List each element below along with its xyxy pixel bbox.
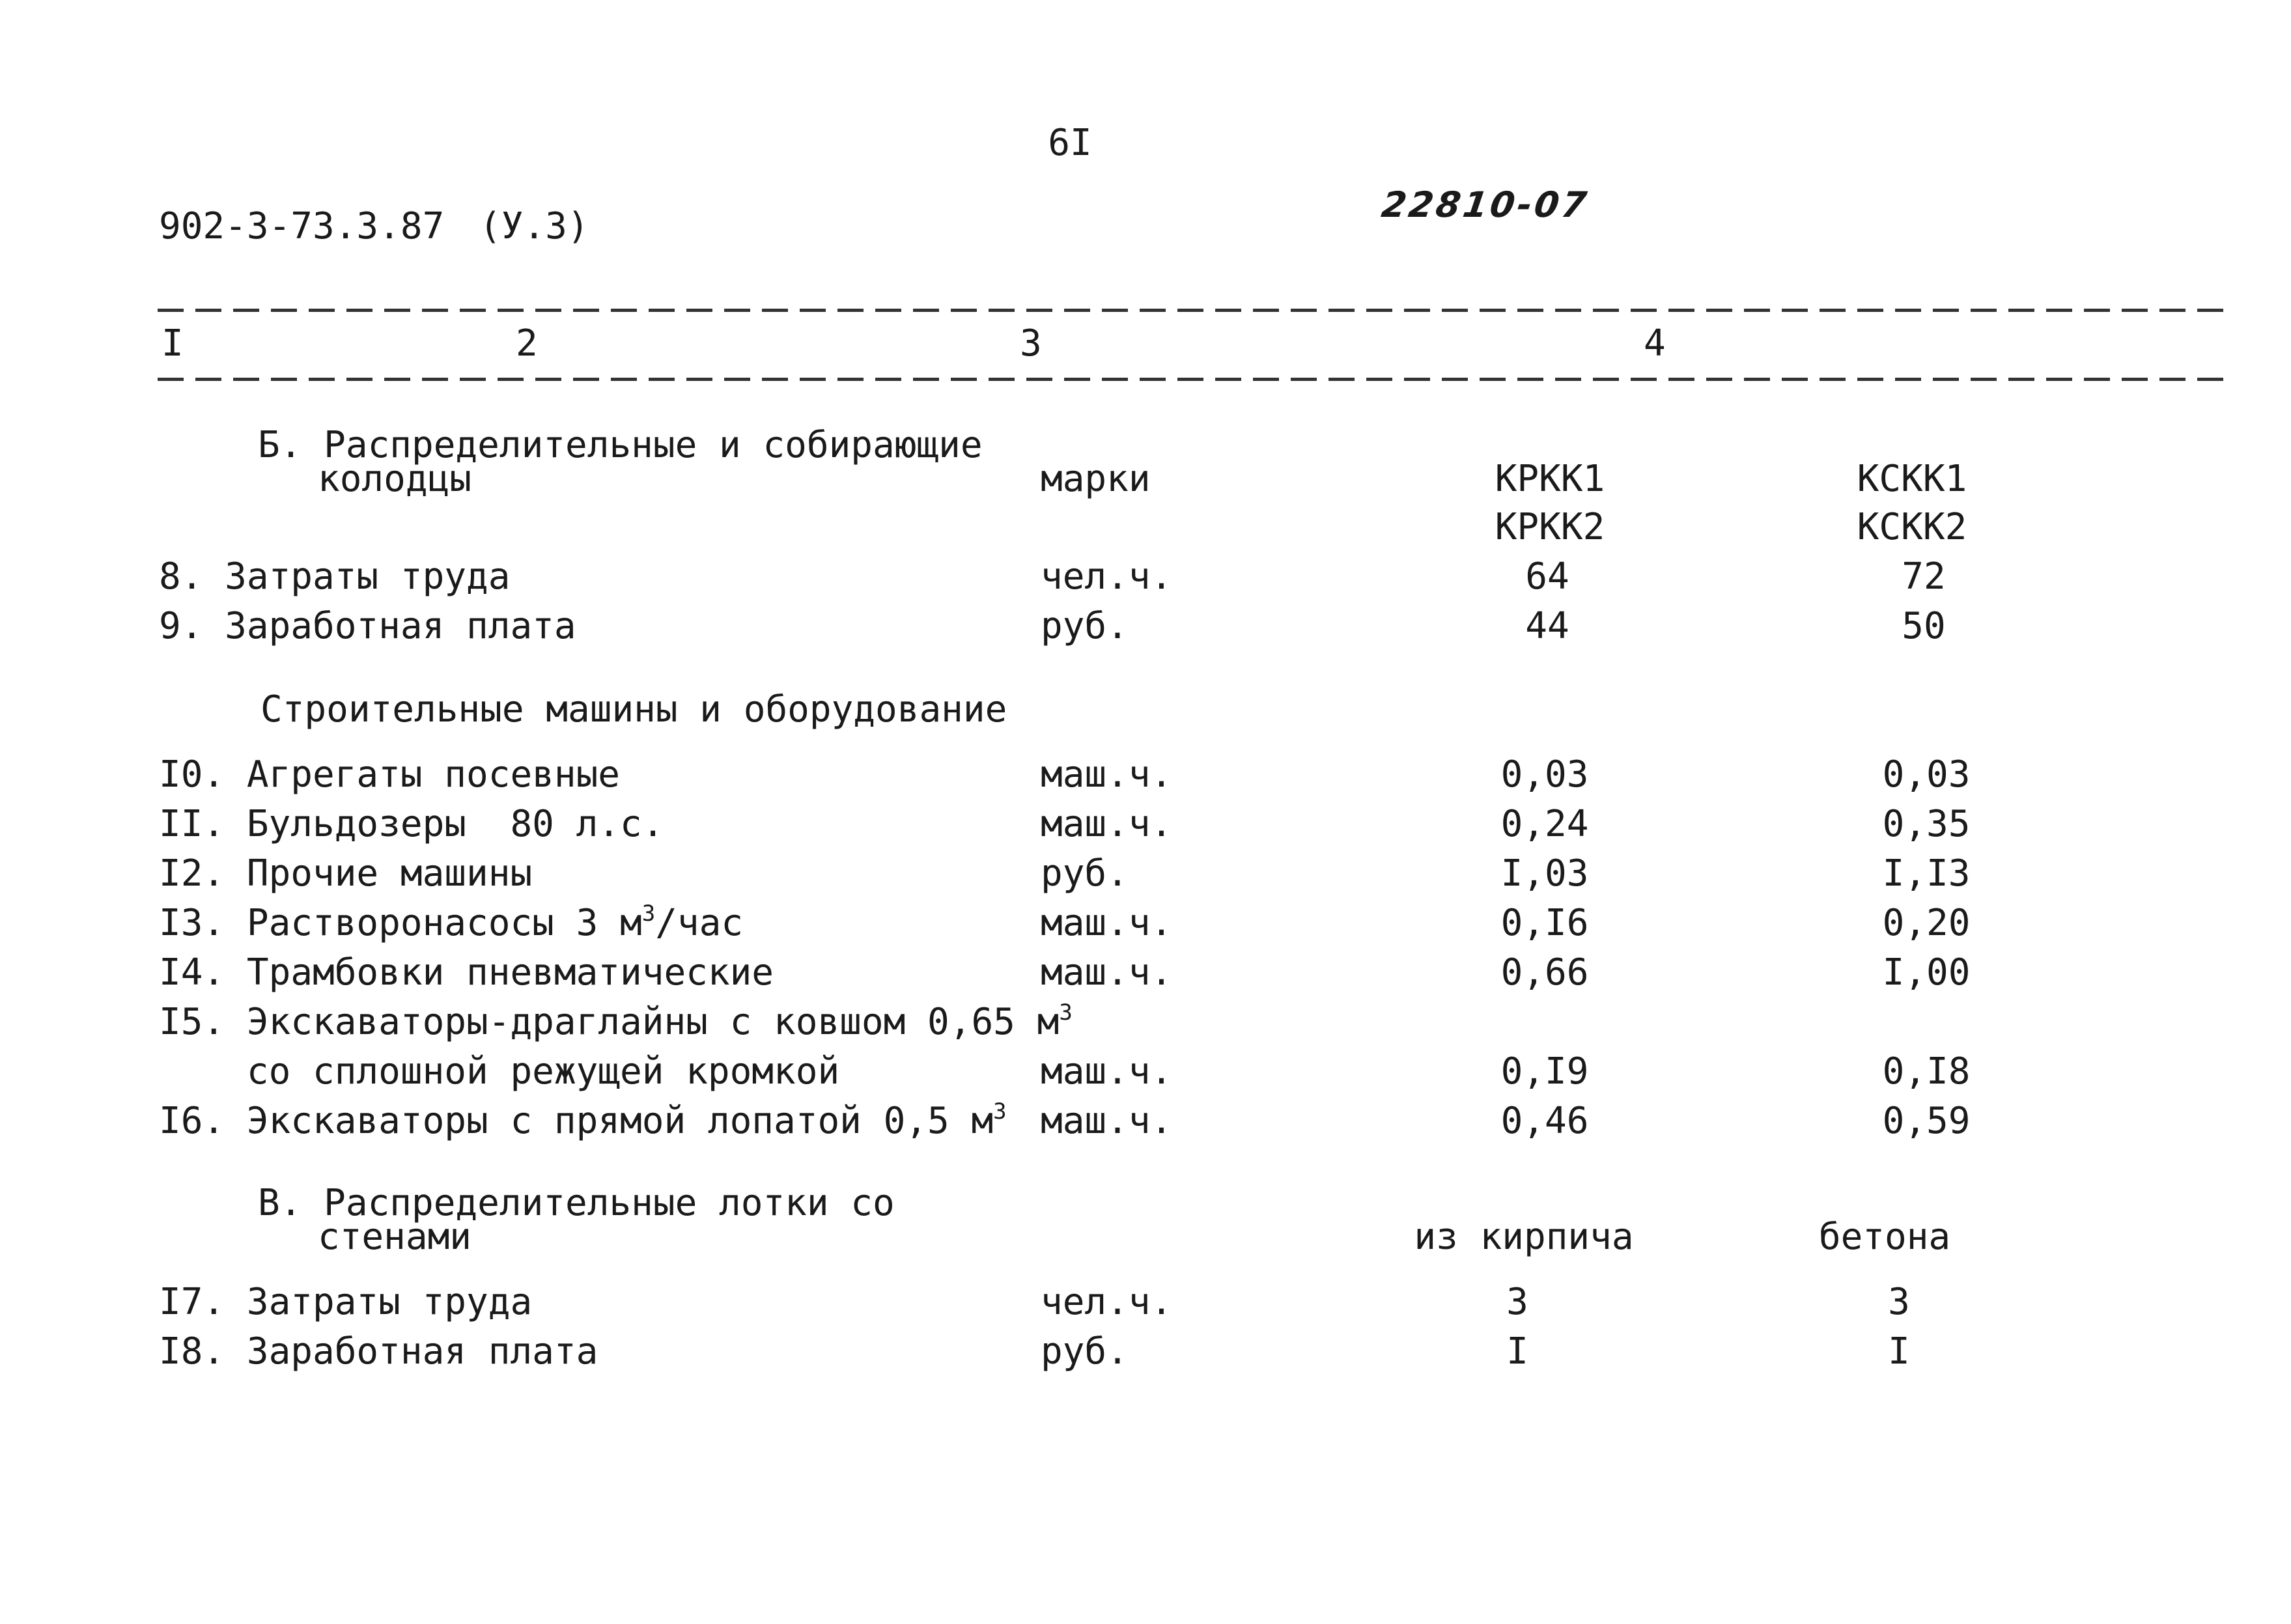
row-value-b: I,00 <box>1882 951 1971 994</box>
row-value-a: 3 <box>1506 1281 1528 1323</box>
handwritten-number: 22810-07 <box>1379 184 1592 225</box>
row-unit: руб. <box>1041 852 1129 895</box>
row-label: I6. Экскаваторы с прямой лопатой 0,5 $м^3$ <box>159 1099 1007 1142</box>
row-value-a: 0,66 <box>1500 951 1589 994</box>
mark-a-1: КРКК1 <box>1495 458 1605 500</box>
row-unit: маш.ч. <box>1041 1050 1173 1093</box>
row-value-b: I <box>1888 1330 1910 1373</box>
row-label: I5. Экскаваторы-драглайны с ковшом 0,65 $м^3$ <box>159 1000 1073 1043</box>
document-section: (У.3) <box>479 205 589 247</box>
column-number-1: I <box>162 322 184 365</box>
superscript: 3 <box>993 1099 1007 1125</box>
row-unit: руб. <box>1041 605 1129 647</box>
page-number: 6I <box>1048 122 1092 164</box>
row-value-a: 0,I6 <box>1500 902 1589 944</box>
row-value-b: 3 <box>1888 1281 1910 1323</box>
row-value-a: I,03 <box>1500 852 1589 895</box>
row-value-a: 0,24 <box>1500 803 1589 845</box>
col-a-header: из кирпича <box>1414 1216 1634 1258</box>
row-unit: маш.ч. <box>1041 951 1173 994</box>
row-unit: маш.ч. <box>1041 753 1173 796</box>
row-value-b: 50 <box>1902 605 1946 647</box>
section-b-title: Б. Распределительные и собирающие <box>258 424 983 466</box>
machines-heading: Строительные машины и оборудование <box>260 688 1007 731</box>
row-unit: маш.ч. <box>1041 1100 1173 1142</box>
row-value-b: 0,59 <box>1882 1100 1971 1142</box>
table-header-rule <box>158 378 2235 381</box>
row-value-b: 0,20 <box>1882 902 1971 944</box>
section-b-title-cont: колодцы <box>318 458 472 500</box>
row-unit: руб. <box>1041 1330 1129 1373</box>
row-value-a: 0,I9 <box>1500 1050 1589 1093</box>
mark-b-2: КСКК2 <box>1857 506 1967 548</box>
row-unit: чел.ч. <box>1041 555 1173 598</box>
row-unit: маш.ч. <box>1041 902 1173 944</box>
row-label: I3. Растворонасосы 3 $м^3$/час <box>159 901 744 944</box>
row-value-b: 0,35 <box>1882 803 1971 845</box>
row-label: I8. Заработная плата <box>159 1330 598 1373</box>
row-label: 8. Затраты труда <box>159 555 511 598</box>
row-value-b: 72 <box>1902 555 1946 598</box>
row-value-a: 0,03 <box>1500 753 1589 796</box>
row-label: I4. Трамбовки пневматические <box>159 951 774 994</box>
col-b-header: бетона <box>1818 1216 1951 1258</box>
mark-b-1: КСКК1 <box>1857 458 1967 500</box>
row-value-b: 0,03 <box>1882 753 1971 796</box>
row-value-b: I,I3 <box>1882 852 1971 895</box>
superscript: 3 <box>1059 1000 1073 1026</box>
row-label: II. Бульдозеры 80 л.с. <box>159 803 664 845</box>
row-value-b: 0,I8 <box>1882 1050 1971 1093</box>
column-number-3: 3 <box>1020 322 1042 365</box>
section-v-title: В. Распределительные лотки со <box>258 1182 895 1224</box>
row-value-a: I <box>1506 1330 1528 1373</box>
row-value-a: 0,46 <box>1500 1100 1589 1142</box>
row-label: 9. Заработная плата <box>159 605 576 647</box>
row-label: I7. Затраты труда <box>159 1281 533 1323</box>
marks-label: марки <box>1041 458 1151 500</box>
superscript: 3 <box>641 901 656 927</box>
document-code: 902-3-73.3.87 <box>159 205 445 247</box>
column-number-4: 4 <box>1644 322 1666 365</box>
row-label: со сплошной режущей кромкой <box>159 1050 840 1093</box>
column-number-2: 2 <box>516 322 538 365</box>
row-unit: чел.ч. <box>1041 1281 1173 1323</box>
mark-a-2: КРКК2 <box>1495 506 1605 548</box>
row-value-a: 64 <box>1525 555 1569 598</box>
section-v-title-cont: стенами <box>318 1216 472 1258</box>
row-label: I0. Агрегаты посевные <box>159 753 621 796</box>
row-unit: маш.ч. <box>1041 803 1173 845</box>
table-top-rule <box>158 309 2235 312</box>
row-value-a: 44 <box>1525 605 1569 647</box>
row-label: I2. Прочие машины <box>159 852 533 895</box>
